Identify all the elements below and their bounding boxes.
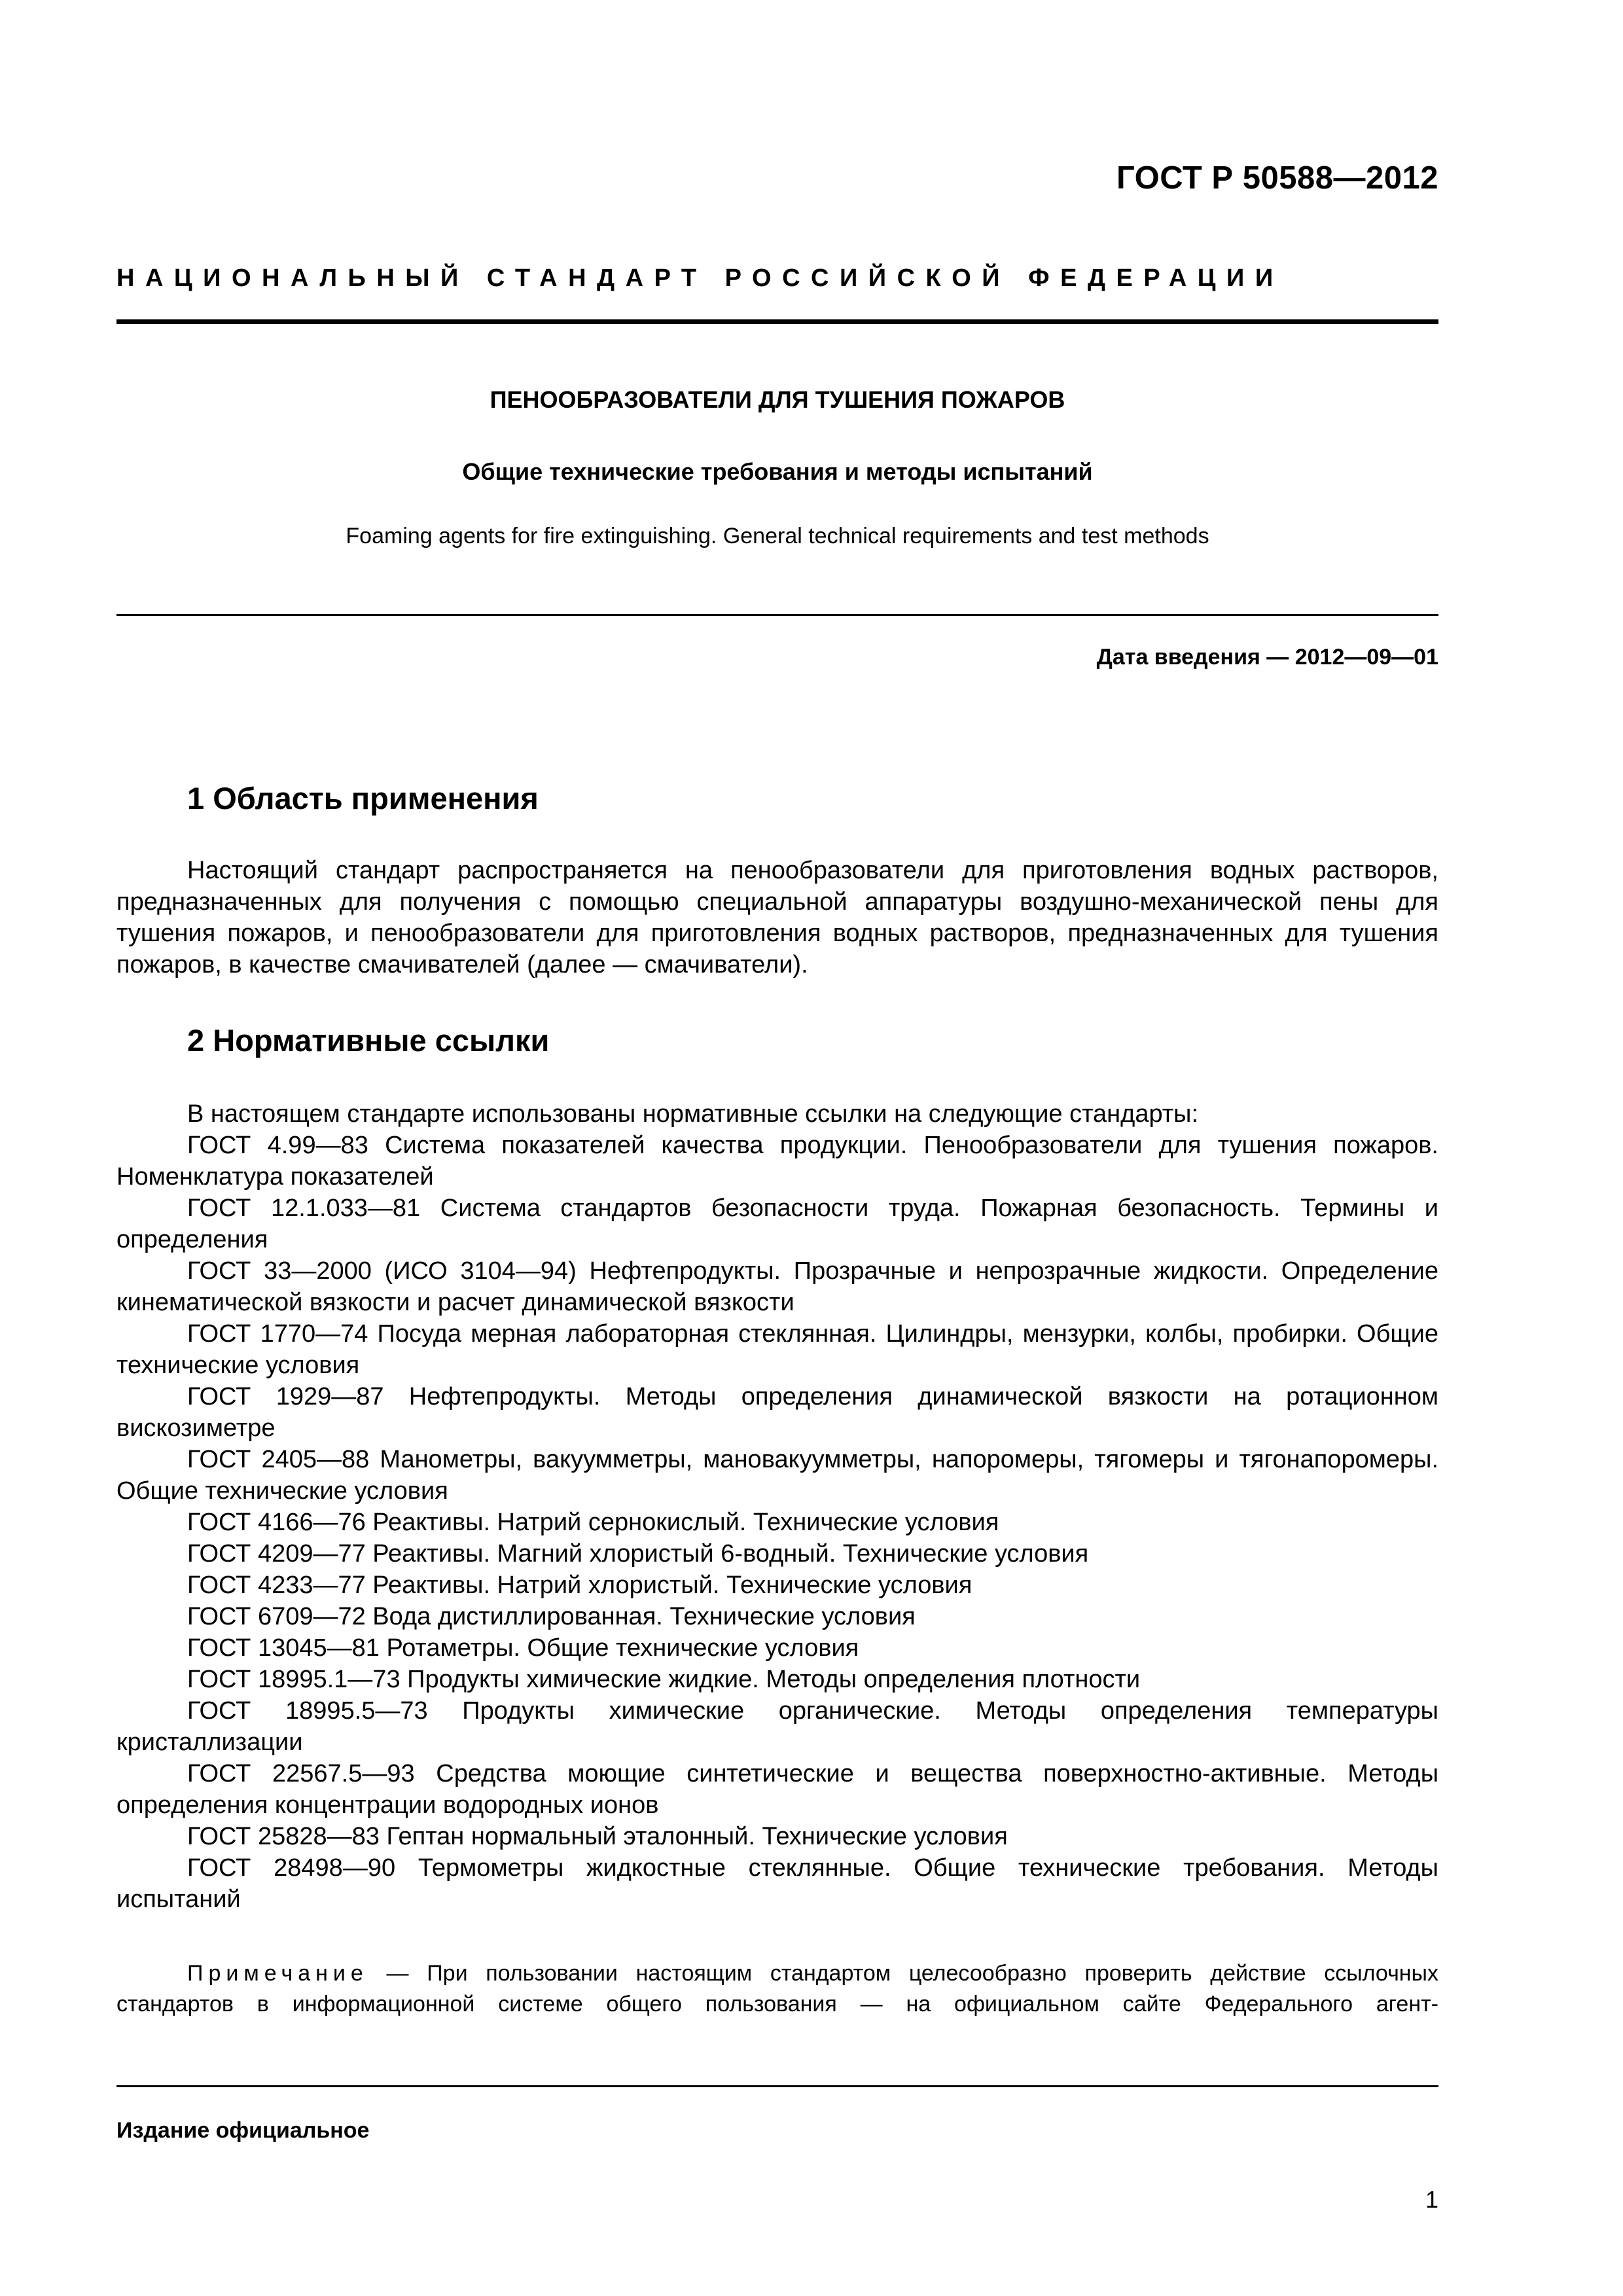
section-1-heading: 1 Область применения	[187, 781, 539, 816]
header-rule	[116, 319, 1438, 324]
reference-item: ГОСТ 25828—83 Гептан нормальный эталонный. Технические условия	[187, 1823, 1008, 1850]
section-1-paragraph: Настоящий стандарт распространяется на пенообразователи для приготовления водных растворов, предназначенных для получения с помощью специальной аппаратуры воздушно-механической пены для тушения пожаров, и пенообразователи для приготовления водных растворов, предназначенных для тушения пожаров, в качестве смачивателей (далее — смачиватели).	[116, 857, 1438, 978]
intro-date: Дата введения — 2012—09—01	[1096, 645, 1438, 670]
official-edition-label: Издание официальное	[116, 2118, 370, 2143]
reference-item: ГОСТ 4233—77 Реактивы. Натрий хлористый. Технические условия	[187, 1571, 972, 1599]
reference-item: ГОСТ 4166—76 Реактивы. Натрий сернокислый. Технические условия	[187, 1509, 999, 1536]
reference-item: ГОСТ 18995.1—73 Продукты химические жидкие. Методы определения плотности	[187, 1666, 1141, 1693]
reference-item: ГОСТ 18995.5—73 Продукты химические органические. Методы определения температуры кристаллизации	[116, 1697, 1438, 1756]
reference-item: ГОСТ 1770—74 Посуда мерная лабораторная стеклянная. Цилиндры, мензурки, колбы, пробирки. Общие технические условия	[116, 1320, 1438, 1379]
reference-item: ГОСТ 13045—81 Ротаметры. Общие технические условия	[187, 1634, 859, 1662]
document-code: ГОСТ Р 50588—2012	[1116, 160, 1438, 196]
reference-item: ГОСТ 22567.5—93 Средства моющие синтетические и вещества поверхностно-активные. Методы определения концентрации водородных ионов	[116, 1760, 1438, 1819]
reference-item: ГОСТ 4209—77 Реактивы. Магний хлористый 6-водный. Технические условия	[187, 1540, 1089, 1568]
document-title: ПЕНООБРАЗОВАТЕЛИ ДЛЯ ТУШЕНИЯ ПОЖАРОВ	[490, 386, 1065, 413]
references-intro: В настоящем стандарте использованы нормативные ссылки на следующие стандарты:	[187, 1100, 1199, 1128]
section-2-body	[116, 1098, 1438, 1915]
footer-rule	[116, 2085, 1438, 2087]
page-number: 1	[1425, 2186, 1438, 2213]
national-standard-banner: НАЦИОНАЛЬНЫЙ СТАНДАРТ РОССИЙСКОЙ ФЕДЕРАЦИИ	[116, 264, 1284, 292]
reference-item: ГОСТ 4.99—83 Система показателей качества продукции. Пенообразователи для тушения пожаров. Номенклатура показателей	[116, 1132, 1438, 1191]
section-1-body	[116, 855, 1438, 980]
note-text: — При пользовании настоящим стандартом целесообразно проверить действие ссылочных стандартов в информационной системе общего пользования — на официальном сайте Федерального агент-	[116, 1961, 1438, 2017]
note-label: Примечание	[187, 1961, 368, 1986]
reference-item: ГОСТ 33—2000 (ИСО 3104—94) Нефтепродукты. Прозрачные и непрозрачные жидкости. Определение кинематической вязкости и расчет динамической вязкости	[116, 1257, 1438, 1316]
reference-item: ГОСТ 12.1.033—81 Система стандартов безопасности труда. Пожарная безопасность. Термины и определения	[116, 1194, 1438, 1253]
reference-item: ГОСТ 28498—90 Термометры жидкостные стеклянные. Общие технические требования. Методы испытаний	[116, 1854, 1438, 1913]
reference-item: ГОСТ 2405—88 Манометры, вакуумметры, мановакуумметры, напоромеры, тягомеры и тягонапоромеры. Общие технические условия	[116, 1446, 1438, 1505]
document-english-title: Foaming agents for fire extinguishing. General technical requirements and test methods	[346, 524, 1209, 548]
document-subtitle: Общие технические требования и методы испытаний	[462, 458, 1093, 485]
section-2-heading: 2 Нормативные ссылки	[187, 1023, 550, 1058]
references-note	[116, 1958, 1438, 2020]
reference-item: ГОСТ 6709—72 Вода дистиллированная. Технические условия	[187, 1603, 916, 1630]
title-rule	[116, 614, 1438, 616]
reference-item: ГОСТ 1929—87 Нефтепродукты. Методы определения динамической вязкости на ротационном вискозиметре	[116, 1383, 1438, 1442]
